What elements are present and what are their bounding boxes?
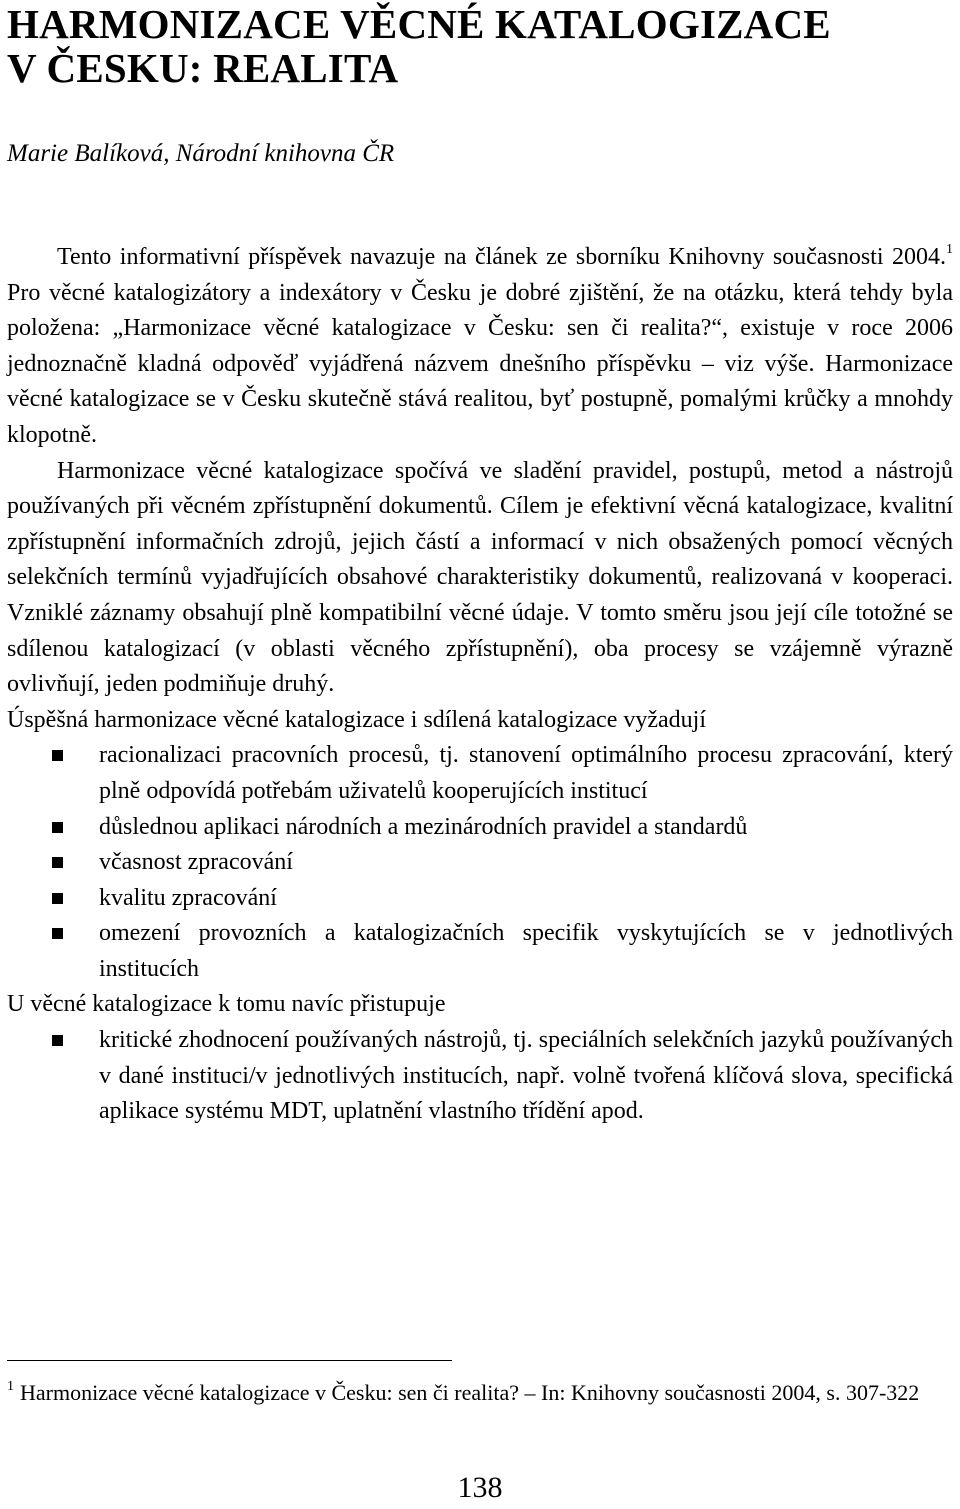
title-line-1: HARMONIZACE VĚCNÉ KATALOGIZACE: [7, 1, 831, 47]
list-item: [7, 1023, 953, 1130]
footnote-divider: [7, 1360, 452, 1361]
author-line: Marie Balíková, Národní knihovna ČR: [7, 140, 395, 167]
paragraph-definition: Harmonizace věcné katalogizace spočívá ve sladění pravidel, postupů, metod a nástrojů používaných při věcném zpřístupnění dokumentů. Cílem je efektivní věcná katalogizace, kvalitní zpřístupnění informačních zdrojů, jejich částí a informací v nich obsažených pomocí věcných selekčních termínů vyjadřujících obsahové charakteristiky dokumentů, realizovaná v kooperaci. Vzniklé záznamy obsahují plně kompatibilní věcné údaje. V tomto směru jsou její cíle totožné se sdílenou katalogizací (v oblasti věcného zpřístupnění), oba procesy se vzájemně výrazně ovlivňují, jeden podmiňuje druhý.: [7, 457, 953, 698]
bullet-square-icon: [52, 857, 63, 868]
paragraph-additional: U věcné katalogizace k tomu navíc přistupuje: [7, 991, 446, 1018]
list-item-text: racionalizaci pracovních procesů, tj. stanovení optimálního procesu zpracování, který plně odpovídá potřebám uživatelů kooperujících institucí: [99, 742, 953, 804]
footnote: [7, 1376, 935, 1410]
paragraph-intro-a: Tento informativní příspěvek navazuje na článek ze sborníku Knihovny současnosti 2004.: [57, 244, 946, 270]
requirements-list: [7, 738, 953, 987]
bullet-square-icon: [52, 822, 63, 833]
paragraph-intro: [7, 240, 953, 454]
list-item: [7, 916, 953, 987]
list-item: [7, 810, 953, 846]
article-body: [7, 240, 953, 1130]
footnote-text: Harmonizace věcné katalogizace v Česku: sen či realita? – In: Knihovny současnosti 2004, s. 307-322: [20, 1380, 920, 1405]
list-item: [7, 845, 953, 881]
bullet-square-icon: [52, 1035, 63, 1046]
list-item: [7, 738, 953, 809]
bullet-square-icon: [52, 893, 63, 904]
paragraph-intro-b: Pro věcné katalogizátory a indexátory v Česku je dobré zjištění, že na otázku, která tehdy byla položena: „Harmonizace věcné katalogizace v Česku: sen či realita?“, existuje v roce 2006 jednoznačně kladná odpověď vyjádřená názvem dnešního příspěvku – viz výše. Harmonizace věcné katalogizace se v Česku skutečně stává realitou, byť postupně, pomalými krůčky a mnohdy klopotně.: [7, 279, 953, 448]
list-item-text: důslednou aplikaci národních a mezinárodních pravidel a standardů: [99, 813, 748, 840]
article-title: [7, 2, 831, 90]
list-item-text: včasnost zpracování: [99, 849, 293, 876]
list-item-text: kvalitu zpracování: [99, 884, 277, 911]
additional-list: [7, 1023, 953, 1130]
footnote-ref: 1: [946, 242, 953, 257]
title-line-2: V ČESKU: REALITA: [7, 45, 399, 91]
list-item-text: kritické zhodnocení používaných nástrojů, tj. speciálních selekčních jazyků používaných v dané instituci/v jednotlivých institucích, např. volně tvořená klíčová slova, specifická aplikace systému MDT, uplatnění vlastního třídění apod.: [99, 1027, 953, 1125]
paragraph-requirements: Úspěšná harmonizace věcné katalogizace i sdílená katalogizace vyžadují: [7, 706, 706, 733]
list-item-text: omezení provozních a katalogizačních specifik vyskytujících se v jednotlivých institucích: [99, 920, 953, 982]
bullet-square-icon: [52, 928, 63, 939]
bullet-square-icon: [52, 750, 63, 761]
list-item: [7, 881, 953, 917]
footnote-mark: 1: [7, 1379, 14, 1394]
page-number: 138: [457, 1471, 503, 1504]
